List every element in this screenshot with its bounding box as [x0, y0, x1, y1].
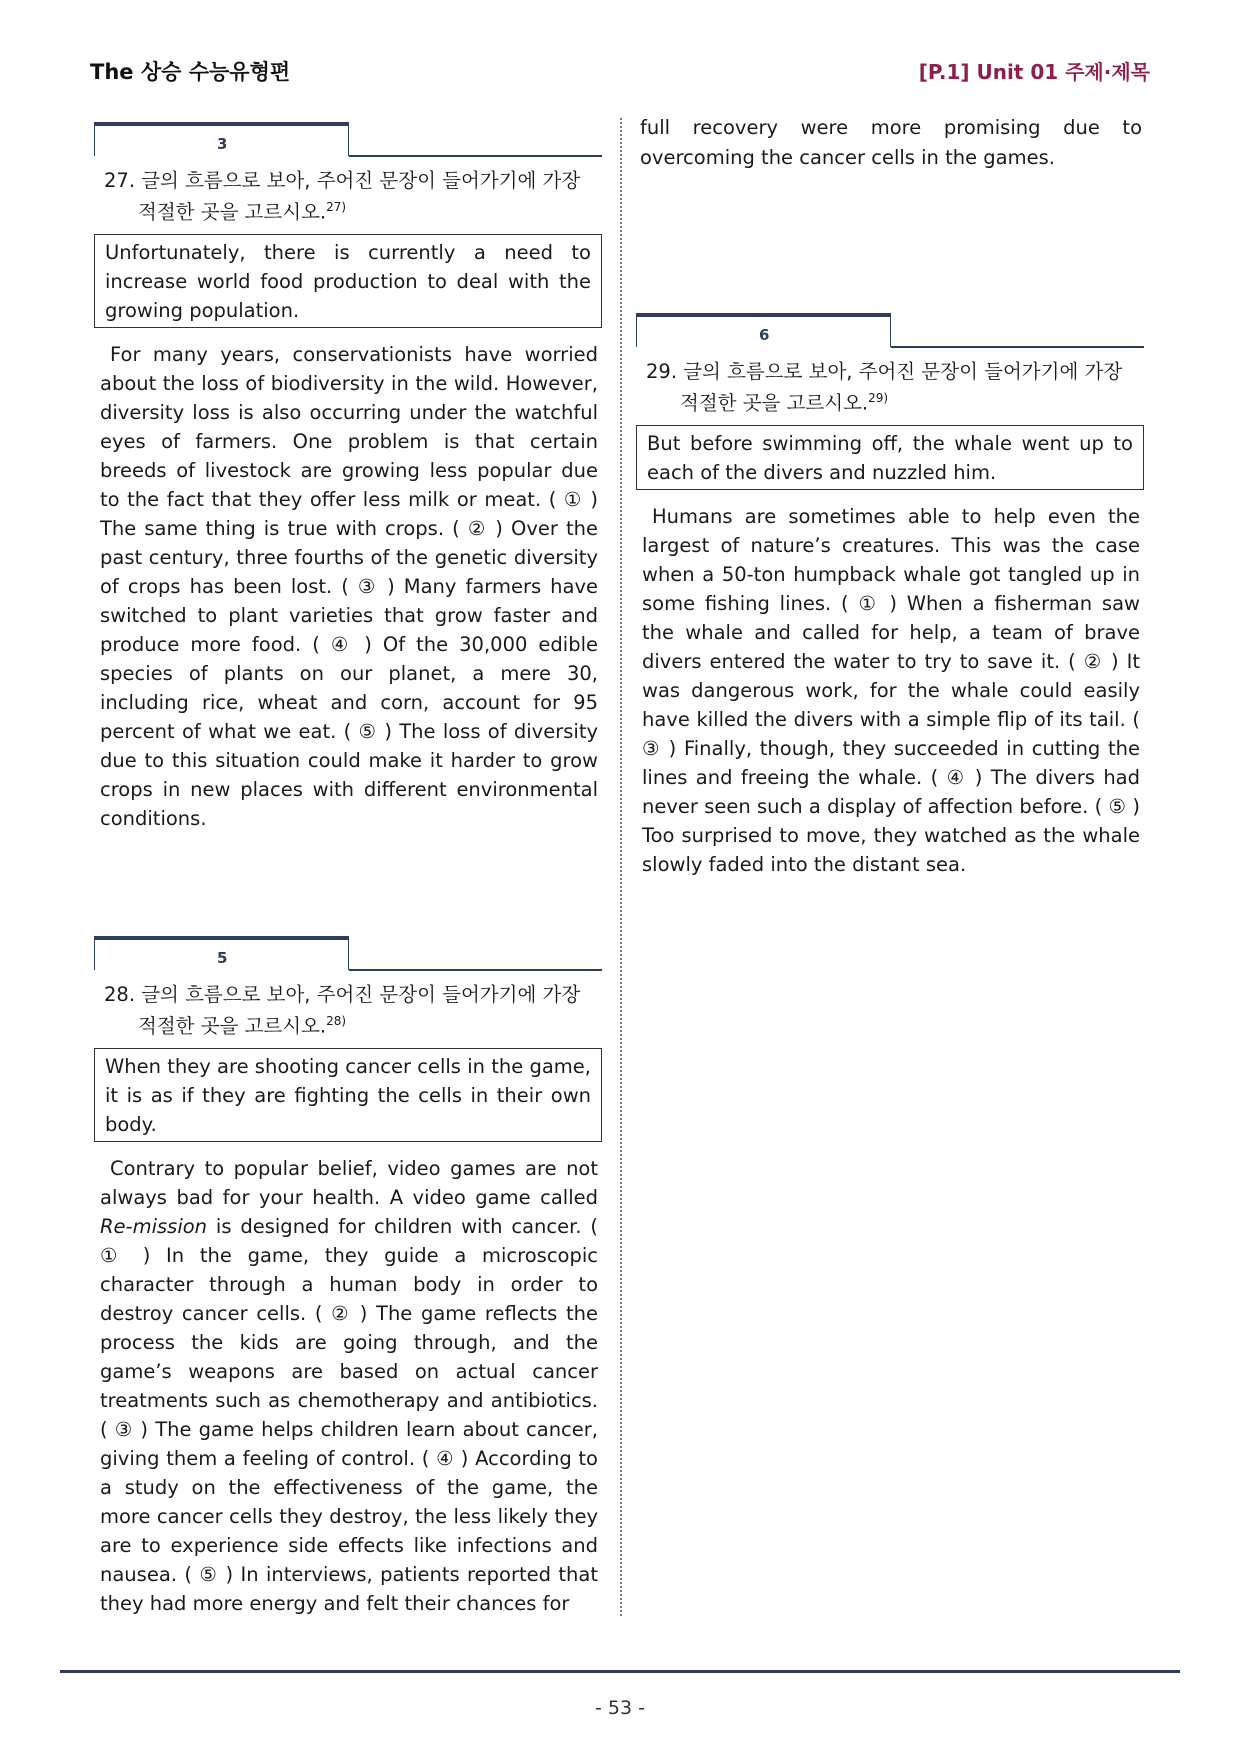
page-number: - 53 - — [595, 1697, 645, 1719]
question-29-section — [636, 313, 1144, 879]
section-tab — [636, 313, 1144, 349]
given-sentence-box: But before swimming off, the whale went up to each of the divers and nuzzled him. — [636, 425, 1144, 490]
game-title: Re-mission — [100, 1214, 208, 1238]
passage-text: Contrary to popular belief, video games are not always bad for your health. A video game called Re-mission is designed for children with cancer. ( ① ) In the game, they guide a microscopic character through a human body in order to destroy cancer cells. ( ② ) The game reflects the process the kids are going through, and the game’s weapons are based on actual cancer treatments such as chemotherapy and antibiotics. ( ③ ) The game helps children learn about cancer, giving them a feeling of control. ( ④ ) According to a study on the effectiveness of the game, the more cancer cells they destroy, the less likely they are to experience side effects like infections and nausea. ( ⑤ ) In interviews, patients reported that they had more energy and felt their chances for — [100, 1156, 598, 1615]
given-sentence-box: Unfortunately, there is currently a need to increase world food production to deal with the growing population. — [94, 234, 602, 328]
question-prompt: 29. 글의 흐름으로 보아, 주어진 문장이 들어가기에 가장 적절한 곳을 고르시오.$^{29)}$ — [646, 360, 1123, 415]
passage-text: For many years, conservationists have worried about the loss of biodiversity in the wild. However, diversity loss is also occurring under the watchful eyes of farmers. One problem is that certain breeds of livestock are growing less popular due to the fact that they offer less milk or meat. ( ① ) The same thing is true with crops. ( ② ) Over the past century, three fourths of the genetic diversity of crops has been lost. ( ③ ) Many farmers have switched to plant varieties that grow faster and produce more food. ( ④ ) Of the 30,000 edible species of plants on our planet, a mere 30, including rice, wheat and corn, account for 95 percent of what we eat. ( ⑤ ) The loss of diversity due to this situation could make it harder to grow crops in new places with different environmental conditions. — [100, 342, 598, 830]
given-sentence-box: When they are shooting cancer cells in the game, it is as if they are fighting the cells in their own body. — [94, 1048, 602, 1142]
footnote-ref: 27) — [326, 200, 347, 214]
question-28-section — [94, 936, 602, 1618]
passage-continuation: full recovery were more promising due to overcoming the cancer cells in the games. — [640, 116, 1142, 169]
tab-number: 3 — [94, 122, 349, 156]
tab-number: 5 — [94, 936, 349, 970]
question-prompt: 27. 글의 흐름으로 보아, 주어진 문장이 들어가기에 가장 적절한 곳을 고르시오.$^{27)}$ — [104, 169, 581, 224]
passage-text: Humans are sometimes able to help even the largest of nature’s creatures. This was the case when a 50-ton humpback whale got tangled up in some fishing lines. ( ① ) When a fisherman saw the whale and called for help, a team of brave divers entered the water to try to save it. ( ② ) It was dangerous work, for the whale could easily have killed the divers with a simple flip of its tail. ( ③ ) Finally, though, they succeeded in cutting the lines and freeing the whale. ( ④ ) The divers had never seen such a display of affection before. ( ⑤ ) Too surprised to move, they watched as the whale slowly faded into the distant sea. — [642, 504, 1140, 876]
unit-title: [P.1] Unit 01 주제·제목 — [918, 60, 1150, 84]
footnote-ref: 28) — [326, 1014, 347, 1028]
book-title: The 상승 수능유형편 — [90, 60, 291, 84]
section-tab — [94, 122, 602, 158]
footer-rule — [60, 1670, 1180, 1673]
section-tab — [94, 936, 602, 972]
tab-number: 6 — [636, 313, 891, 347]
question-27-section — [94, 122, 602, 833]
question-prompt: 28. 글의 흐름으로 보아, 주어진 문장이 들어가기에 가장 적절한 곳을 고르시오.$^{28)}$ — [104, 983, 581, 1038]
column-divider — [620, 118, 622, 1616]
footnote-ref: 29) — [868, 391, 889, 405]
